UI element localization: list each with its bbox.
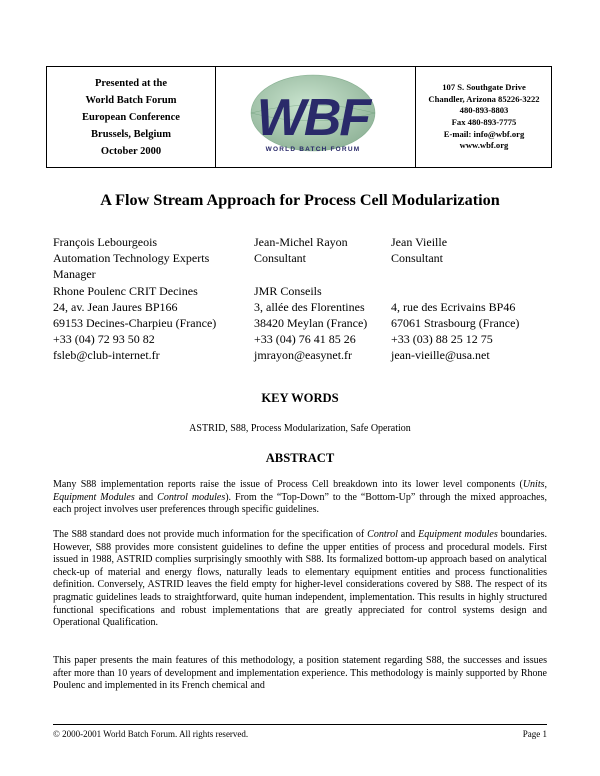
keywords-text: ASTRID, S88, Process Modularization, Safe Operation: [189, 423, 411, 434]
author-line: 24, av. Jean Jaures BP166: [53, 299, 178, 314]
author-line: Consultant: [254, 251, 307, 266]
conference-line: Presented at the: [94, 77, 168, 89]
author-line: 67061 Strasbourg (France): [391, 315, 520, 330]
text-run: ,: [544, 479, 547, 490]
footer: [53, 729, 547, 739]
author-column-2: [254, 234, 367, 364]
author-email[interactable]: fsleb@club-internet.fr: [53, 348, 160, 363]
contact-line: Fax 480-893-7775: [451, 117, 517, 127]
text-run: Many S88 implementation reports raise the issue of Process Cell breakdown into its lower level components (: [53, 479, 523, 490]
author-email[interactable]: jean-vieille@usa.net: [391, 348, 490, 363]
text-run: and: [397, 529, 419, 540]
author-line: Jean-Michel Rayon: [254, 235, 348, 249]
italic-run: Control modules: [157, 491, 226, 503]
contact-info: [415, 67, 552, 167]
author-line: 69153 Decines-Charpieu (France): [53, 315, 217, 330]
conference-info: [47, 67, 216, 167]
text-run: boundaries. However, S88 provides more consistent guidelines to define the upper entities of process and procedural models. First issued in 1988, ASTRID complies surprisingly smoothly with S88. Its formalized bottom-up approach based on analytical check-up of material and energy flows, naturally leads to elementary equipment entities and process functionalities definition. Conversely, ASTRID leaves the field empty for higher-level considerations covered by S88. The respect of its pragmatic guidelines leads to straightforward, quite human independent, implementation. This results in highly structured functional specifications and robust implementations that are greatly appreciated for control systems design and Operational Qualification.: [53, 529, 547, 629]
author-line: +33 (04) 72 93 50 82: [53, 332, 155, 347]
author-line: [391, 266, 519, 282]
author-line: 3, allée des Florentines: [254, 299, 365, 314]
author-column-1: [53, 234, 216, 364]
conference-line: October 2000: [100, 145, 162, 157]
author-email[interactable]: jmrayon@easynet.fr: [254, 348, 353, 363]
contact-line: 107 S. Southgate Drive: [442, 82, 526, 93]
logo-caption: WORLD BATCH FORUM: [265, 146, 361, 153]
italic-run: Equipment Modules: [53, 491, 135, 503]
text-run: This paper presents the main features of this methodology, a position statement regarding S88, the successes and issues after more than 10 years of development and implementation experience. This methodology is mainly supported by Rhone Poulenc and implemented in its French chemical and: [53, 655, 547, 692]
logo-letters: WBF: [256, 89, 370, 147]
author-line: Jean Vieille: [391, 235, 448, 249]
page-number: Page 1: [522, 729, 547, 739]
author-line: 4, rue des Ecrivains BP46: [391, 299, 516, 314]
author-line: François Lebourgeois: [53, 235, 158, 249]
text-run: The S88 standard does not provide much information for the specification of: [53, 529, 368, 540]
contact-line: 480-893-8803: [459, 105, 509, 116]
author-line: Manager: [53, 267, 96, 282]
text-run: ). From the “Top-Down” to the “Bottom-Up” through the mixed approaches, each project involves user preferences through specific guidelines.: [53, 491, 547, 516]
wbf-logo: [215, 67, 415, 167]
paper-title: A Flow Stream Approach for Process Cell Modularization: [100, 191, 500, 209]
author-line: 38420 Meylan (France): [254, 315, 368, 330]
italic-run: Equipment modules: [418, 529, 498, 540]
author-line: [391, 283, 519, 299]
author-line: Rhone Poulenc CRIT Decines: [53, 283, 198, 298]
author-line: JMR Conseils: [254, 283, 322, 298]
contact-line: Chandler, Arizona 85226-3222: [428, 93, 540, 104]
author-line: +33 (03) 88 25 12 75: [391, 332, 493, 347]
italic-run: Control: [367, 529, 398, 540]
abstract-paragraph-1: [53, 479, 547, 517]
author-line: Consultant: [391, 251, 444, 266]
conference-line: Brussels, Belgium: [91, 128, 171, 140]
author-line: +33 (04) 76 41 85 26: [254, 332, 356, 347]
footer-rule: [53, 724, 547, 725]
wbf-logo-graphic: [215, 67, 415, 167]
header-box: [46, 66, 552, 168]
conference-line: World Batch Forum: [85, 94, 177, 106]
contact-line: E-mail: info@wbf.org: [443, 128, 525, 139]
copyright-text: © 2000-2001 World Batch Forum. All rights reserved.: [53, 729, 249, 739]
contact-line: www.wbf.org: [459, 140, 509, 151]
author-line: [254, 266, 367, 282]
author-line: Automation Technology Experts: [53, 251, 210, 266]
conference-line: European Conference: [82, 111, 180, 123]
text-run: and: [134, 491, 158, 503]
keywords-heading: KEY WORDS: [261, 391, 339, 405]
abstract-heading: ABSTRACT: [265, 451, 335, 465]
abstract-paragraph-2: [53, 529, 547, 630]
abstract-paragraph-3: [53, 655, 547, 693]
italic-run: Units: [522, 479, 545, 490]
author-column-3: [391, 234, 519, 364]
